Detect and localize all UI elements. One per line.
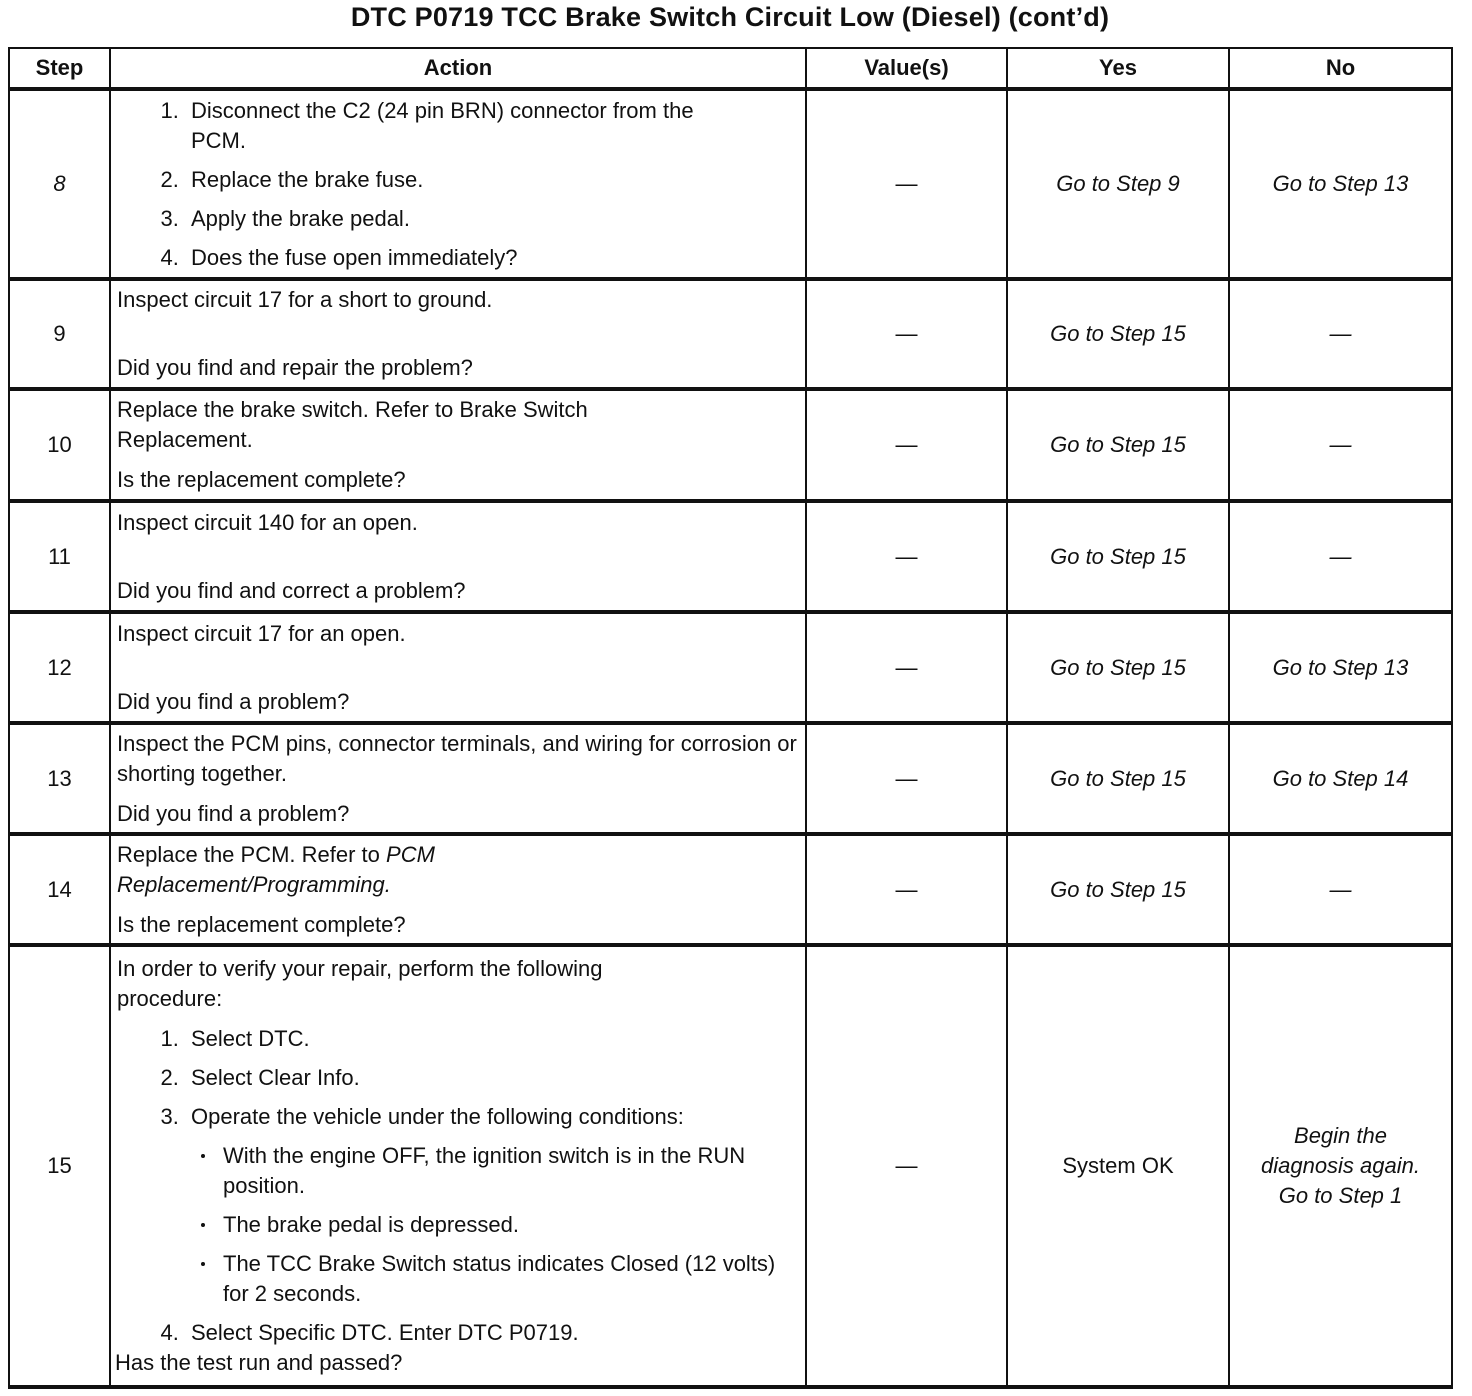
list-item: 1. Disconnect the C2 (24 pin BRN) connector from the PCM. bbox=[185, 96, 799, 156]
action-cell bbox=[110, 945, 806, 1387]
list-item: 2. Select Clear Info. bbox=[185, 1063, 799, 1093]
header-no: No bbox=[1229, 48, 1452, 89]
no-cell bbox=[1229, 945, 1452, 1387]
instruction-text: Replace the PCM. Refer to bbox=[117, 841, 387, 867]
step-number: 9 bbox=[9, 279, 110, 389]
yes-cell: Go to Step 9 bbox=[1007, 89, 1229, 279]
table-row bbox=[9, 612, 1452, 723]
yes-cell: Go to Step 15 bbox=[1007, 501, 1229, 612]
yes-cell: Go to Step 15 bbox=[1007, 723, 1229, 834]
action-instruction: Inspect circuit 17 for an open. bbox=[117, 620, 406, 646]
value-cell: — bbox=[806, 389, 1007, 501]
table-row bbox=[9, 834, 1452, 945]
no-cell: — bbox=[1229, 279, 1452, 389]
step-number: 12 bbox=[9, 612, 110, 723]
step-number: 8 bbox=[9, 89, 110, 279]
procedure-list bbox=[117, 96, 799, 273]
value-cell: — bbox=[806, 945, 1007, 1387]
action-question: Did you find a problem? bbox=[117, 688, 350, 714]
action-cell bbox=[110, 389, 806, 501]
value-cell: — bbox=[806, 612, 1007, 723]
list-item: 3. Apply the brake pedal. bbox=[185, 204, 799, 234]
action-cell bbox=[110, 279, 806, 389]
yes-cell: System OK bbox=[1007, 945, 1229, 1387]
header-step: Step bbox=[9, 48, 110, 89]
action-cell bbox=[110, 501, 806, 612]
action-cell bbox=[110, 834, 806, 945]
action-instruction: Inspect circuit 17 for a short to ground. bbox=[117, 287, 493, 312]
no-cell: — bbox=[1229, 389, 1452, 501]
bullet-item: The brake pedal is depressed. bbox=[223, 1210, 799, 1240]
no-cell: — bbox=[1229, 834, 1452, 945]
table-row bbox=[9, 279, 1452, 389]
no-line: Go to Step 1 bbox=[1278, 1183, 1403, 1208]
procedure-list bbox=[117, 1024, 799, 1348]
action-question: Has the test run and passed? bbox=[115, 1350, 403, 1375]
list-item bbox=[185, 1102, 799, 1309]
action-cell bbox=[110, 723, 806, 834]
list-item: 4. Select Specific DTC. Enter DTC P0719. bbox=[185, 1318, 799, 1348]
yes-cell: Go to Step 15 bbox=[1007, 389, 1229, 501]
no-cell: Go to Step 13 bbox=[1229, 89, 1452, 279]
step-number: 10 bbox=[9, 389, 110, 501]
list-item: 4. Does the fuse open immediately? bbox=[185, 243, 799, 273]
page-title: DTC P0719 TCC Brake Switch Circuit Low (Diesel) (cont’d) bbox=[350, 2, 1110, 32]
yes-cell: Go to Step 15 bbox=[1007, 612, 1229, 723]
step-number: 13 bbox=[9, 723, 110, 834]
action-question: Is the replacement complete? bbox=[117, 467, 406, 492]
conditions-list bbox=[191, 1141, 799, 1309]
step-number: 11 bbox=[9, 501, 110, 612]
header-yes: Yes bbox=[1007, 48, 1229, 89]
action-cell bbox=[110, 612, 806, 723]
action-intro: In order to verify your repair, perform the following procedure: bbox=[117, 956, 603, 1011]
action-question: Did you find a problem? bbox=[117, 800, 350, 826]
table-row bbox=[9, 501, 1452, 612]
no-cell: — bbox=[1229, 501, 1452, 612]
bullet-item: With the engine OFF, the ignition switch is in the RUN position. bbox=[223, 1141, 799, 1201]
action-question: Did you find and repair the problem? bbox=[117, 355, 473, 380]
table-row bbox=[9, 945, 1452, 1387]
action-instruction: Inspect circuit 140 for an open. bbox=[117, 509, 418, 535]
list-item: 1. Select DTC. bbox=[185, 1024, 799, 1054]
no-line: Begin the bbox=[1294, 1123, 1387, 1148]
step-number: 14 bbox=[9, 834, 110, 945]
header-values: Value(s) bbox=[806, 48, 1007, 89]
header-action: Action bbox=[110, 48, 806, 89]
yes-cell: Go to Step 15 bbox=[1007, 279, 1229, 389]
yes-cell: Go to Step 15 bbox=[1007, 834, 1229, 945]
bullet-item: The TCC Brake Switch status indicates Closed (12 volts) for 2 seconds. bbox=[223, 1249, 799, 1309]
list-item: 2. Replace the brake fuse. bbox=[185, 165, 799, 195]
action-question: Is the replacement complete? bbox=[117, 911, 406, 937]
value-cell: — bbox=[806, 279, 1007, 389]
value-cell: — bbox=[806, 723, 1007, 834]
table-header-row bbox=[9, 48, 1452, 89]
action-instruction bbox=[117, 840, 799, 900]
no-line: diagnosis again. bbox=[1260, 1153, 1420, 1178]
no-cell: Go to Step 14 bbox=[1229, 723, 1452, 834]
table-row bbox=[9, 389, 1452, 501]
table-row bbox=[9, 723, 1452, 834]
value-cell: — bbox=[806, 89, 1007, 279]
action-cell bbox=[110, 89, 806, 279]
table-row bbox=[9, 89, 1452, 279]
diagnostic-table bbox=[8, 47, 1453, 1389]
step-number: 15 bbox=[9, 945, 110, 1387]
action-question: Did you find and correct a problem? bbox=[117, 577, 466, 603]
value-cell: — bbox=[806, 501, 1007, 612]
action-instruction: Inspect the PCM pins, connector terminals, and wiring for corrosion or shorting together. bbox=[117, 730, 797, 786]
list-item-text: Operate the vehicle under the following conditions: bbox=[191, 1104, 684, 1129]
value-cell: — bbox=[806, 834, 1007, 945]
action-instruction: Replace the brake switch. Refer to Brake Switch Replacement. bbox=[117, 397, 588, 452]
reference-link-text: PCM Replacement/Programming. bbox=[117, 841, 435, 897]
no-cell: Go to Step 13 bbox=[1229, 612, 1452, 723]
